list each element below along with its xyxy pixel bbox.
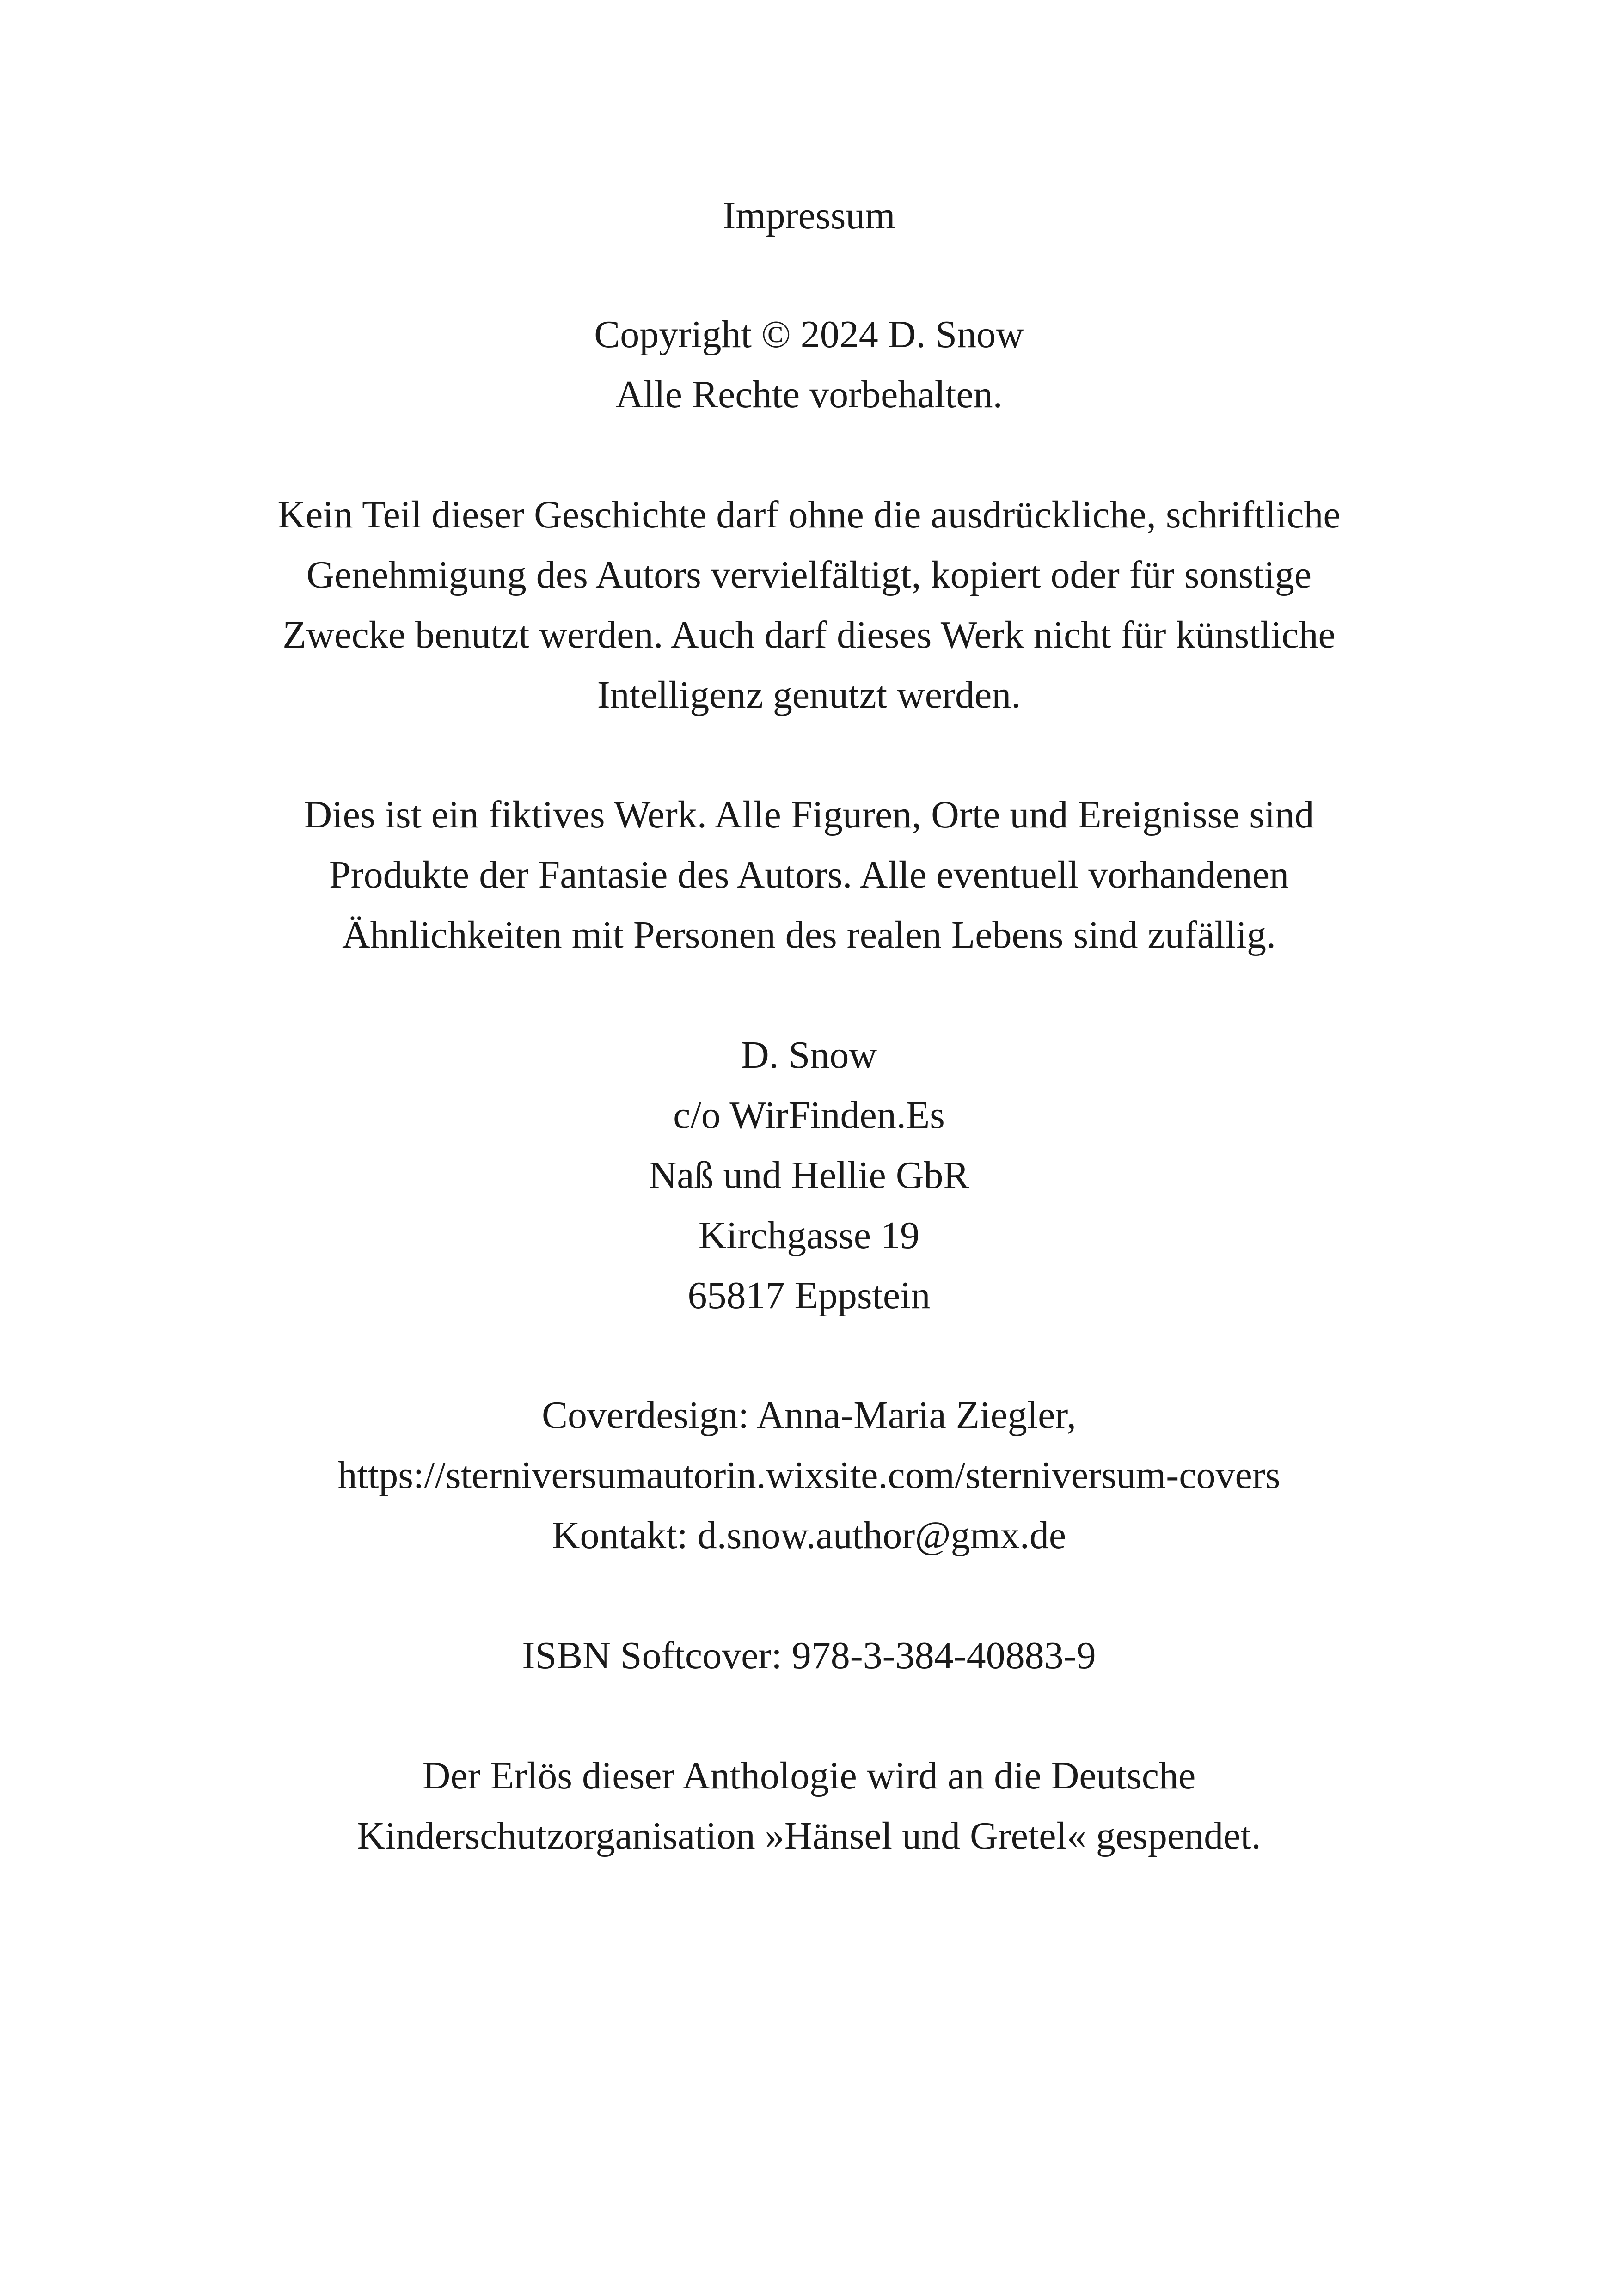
address-company: Naß und Hellie GbR xyxy=(649,1154,969,1197)
cover-credits-block xyxy=(0,1385,1618,1566)
address-block xyxy=(0,1025,1618,1326)
cover-url: https://sterniversumautorin.wixsite.com/sterniversum-covers xyxy=(337,1454,1281,1497)
author-name: D. Snow xyxy=(741,1034,877,1077)
fiction-disclaimer-paragraph xyxy=(0,785,1618,965)
isbn-line: ISBN Softcover: 978-3-384-40883-9 xyxy=(522,1634,1096,1677)
address-street: Kirchgasse 19 xyxy=(698,1214,920,1257)
paragraph-line: Zwecke benutzt werden. Auch darf dieses Werk nicht für künstliche xyxy=(282,613,1336,656)
paragraph-line: Genehmigung des Autors vervielfältigt, kopiert oder für sonstige xyxy=(306,553,1312,596)
rights-notice-paragraph xyxy=(0,485,1618,725)
copyright-line: Copyright © 2024 D. Snow xyxy=(594,313,1024,356)
contact-email: Kontakt: d.snow.author@gmx.de xyxy=(552,1514,1066,1557)
copyright-block xyxy=(0,305,1618,425)
address-care-of: c/o WirFinden.Es xyxy=(673,1094,945,1137)
proceeds-notice xyxy=(0,1746,1618,1866)
paragraph-line: Produkte der Fantasie des Autors. Alle eventuell vorhandenen xyxy=(329,853,1289,896)
paragraph-line: Dies ist ein fiktives Werk. Alle Figuren, Orte und Ereignisse sind xyxy=(304,793,1314,836)
heading-text: Impressum xyxy=(723,194,895,237)
rights-reserved-line: Alle Rechte vorbehalten. xyxy=(615,373,1003,416)
paragraph-line: Der Erlös dieser Anthologie wird an die Deutsche xyxy=(422,1754,1196,1797)
paragraph-line: Kinderschutzorganisation »Hänsel und Gretel« gespendet. xyxy=(357,1814,1261,1857)
page-title xyxy=(0,186,1618,246)
paragraph-line: Ähnlichkeiten mit Personen des realen Lebens sind zufällig. xyxy=(342,913,1276,956)
address-city: 65817 Eppstein xyxy=(687,1274,931,1317)
cover-designer: Coverdesign: Anna-Maria Ziegler, xyxy=(542,1394,1076,1437)
paragraph-line: Intelligenz genutzt werden. xyxy=(597,673,1021,716)
paragraph-line: Kein Teil dieser Geschichte darf ohne die ausdrückliche, schriftliche xyxy=(277,493,1341,536)
isbn-block xyxy=(0,1626,1618,1686)
